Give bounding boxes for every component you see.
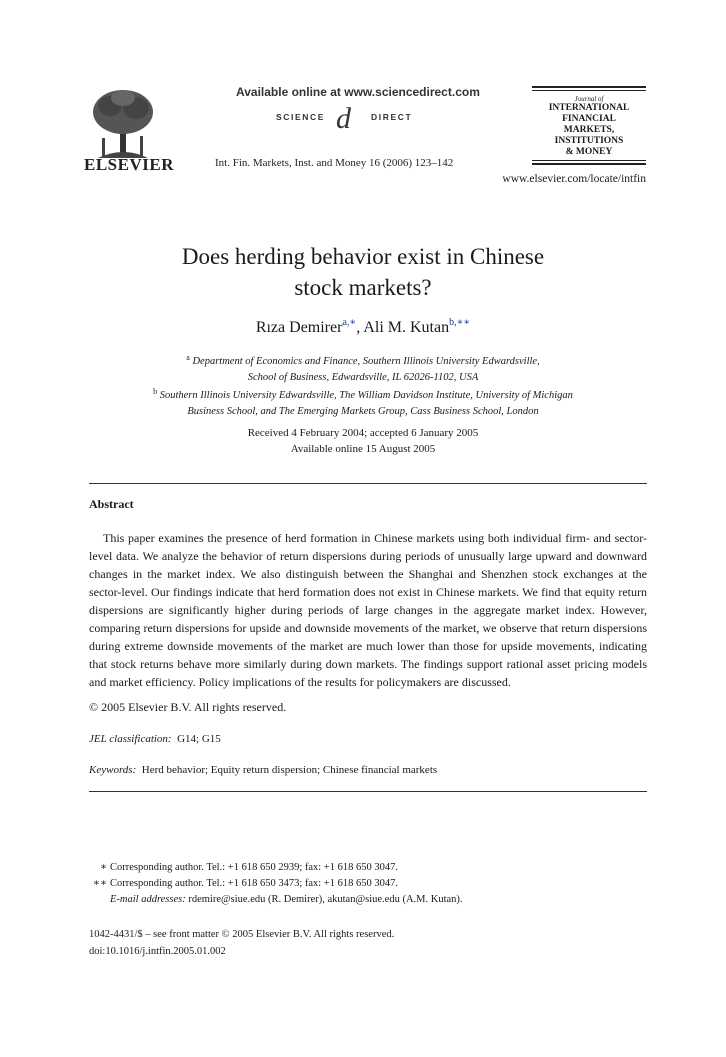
article-dates xyxy=(0,425,726,457)
journal-of-label: Journal of xyxy=(574,95,604,103)
author-affiliation-mark[interactable]: b,∗∗ xyxy=(449,317,471,328)
footnotes: ∗ Corresponding author. Tel.: +1 618 650 2939; fax: +1 618 650 3047. ∗∗ Corresponding author. Tel.: +1 618 650 3473; fax: +1 618 650 3047. E-mail addresses: rdemire@siue.edu (R. Demirer), akutan@siue.edu (A.M. Kutan). xyxy=(92,862,463,905)
affiliation-b: $^b$ Southern Illinois University Edwardsville, The William Davidson Institute, University of Michigan Business School, and The Emerging Markets Group, Cass Business School, London xyxy=(153,387,573,417)
sciencedirect-logo-icon: d xyxy=(336,102,351,135)
available-online-text: Available online at www.sciencedirect.com xyxy=(236,85,480,99)
available-online-date: Available online 15 August 2005 xyxy=(290,443,436,455)
journal-masthead xyxy=(532,86,646,165)
abstract-copyright: © 2005 Elsevier B.V. All rights reserved. xyxy=(89,700,287,714)
issn-line: 1042-4431/$ – see front matter © 2005 Elsevier B.V. All rights reserved. xyxy=(89,929,395,940)
abstract-body: This paper examines the presence of herd formation in Chinese markets using both individual firm- and sector-level data. We analyze the behavior of return dispersions during periods of unusually large upward and downward changes in the market index. We also distinguish between the Shanghai and Shenzhen stock exchanges at the sector-level. Our findings indicate that herd formation does not exist in Chinese markets. We find that equity return dispersions are significantly higher during periods of large changes in the aggregate market index. However, comparing return dispersions for upside and downside movements of the market, we observe that return dispersions during extreme downside movements of the market are much lower than those for upside movements, indicating that stock returns behave more similarly during down markets. The findings support rational asset pricing models and market efficiency. Policy implications of the results for policymakers are discussed. xyxy=(89,531,647,689)
sciencedirect-left: SCIENCE xyxy=(276,112,325,122)
author-name: Ali M. Kutan xyxy=(363,319,450,336)
divider xyxy=(89,791,647,792)
jel-classification: JEL classification: G14; G15 xyxy=(89,733,221,745)
abstract-heading: Abstract xyxy=(89,497,134,511)
email-addresses[interactable]: rdemire@siue.edu (R. Demirer), akutan@siue.edu (A.M. Kutan). xyxy=(188,894,463,905)
received-date: Received 4 February 2004; accepted 6 January 2005 xyxy=(247,427,479,439)
journal-title: INTERNATIONAL FINANCIAL MARKETS, INSTITUTIONS & MONEY xyxy=(548,103,630,157)
author-affiliation-mark[interactable]: a,∗ xyxy=(342,317,357,328)
sciencedirect-right: DIRECT xyxy=(371,112,413,122)
publisher-name: ELSEVIER xyxy=(84,155,174,174)
journal-citation: Int. Fin. Markets, Inst. and Money 16 (2006) 123–142 xyxy=(215,157,454,169)
doi-line[interactable]: doi:10.1016/j.intfin.2005.01.002 xyxy=(89,946,226,957)
author-list: Rıza Demirer$^{a,∗}$, Ali M. Kutan$^{b,∗∗}$ xyxy=(255,317,471,336)
affiliation-a: $^a$ Department of Economics and Finance, Southern Illinois University Edwardsville, School of Business, Edwardsville, IL 62026-1102, USA xyxy=(186,353,540,383)
article-title: Does herding behavior exist in Chinese stock markets? xyxy=(181,244,545,300)
front-matter xyxy=(89,926,394,960)
author-name: Rıza Demirer xyxy=(255,319,343,336)
keywords: Keywords: Herd behavior; Equity return dispersion; Chinese financial markets xyxy=(89,764,438,776)
journal-url[interactable]: www.elsevier.com/locate/intfin xyxy=(502,173,646,185)
elsevier-tree-logo xyxy=(88,88,158,164)
divider xyxy=(89,483,647,484)
